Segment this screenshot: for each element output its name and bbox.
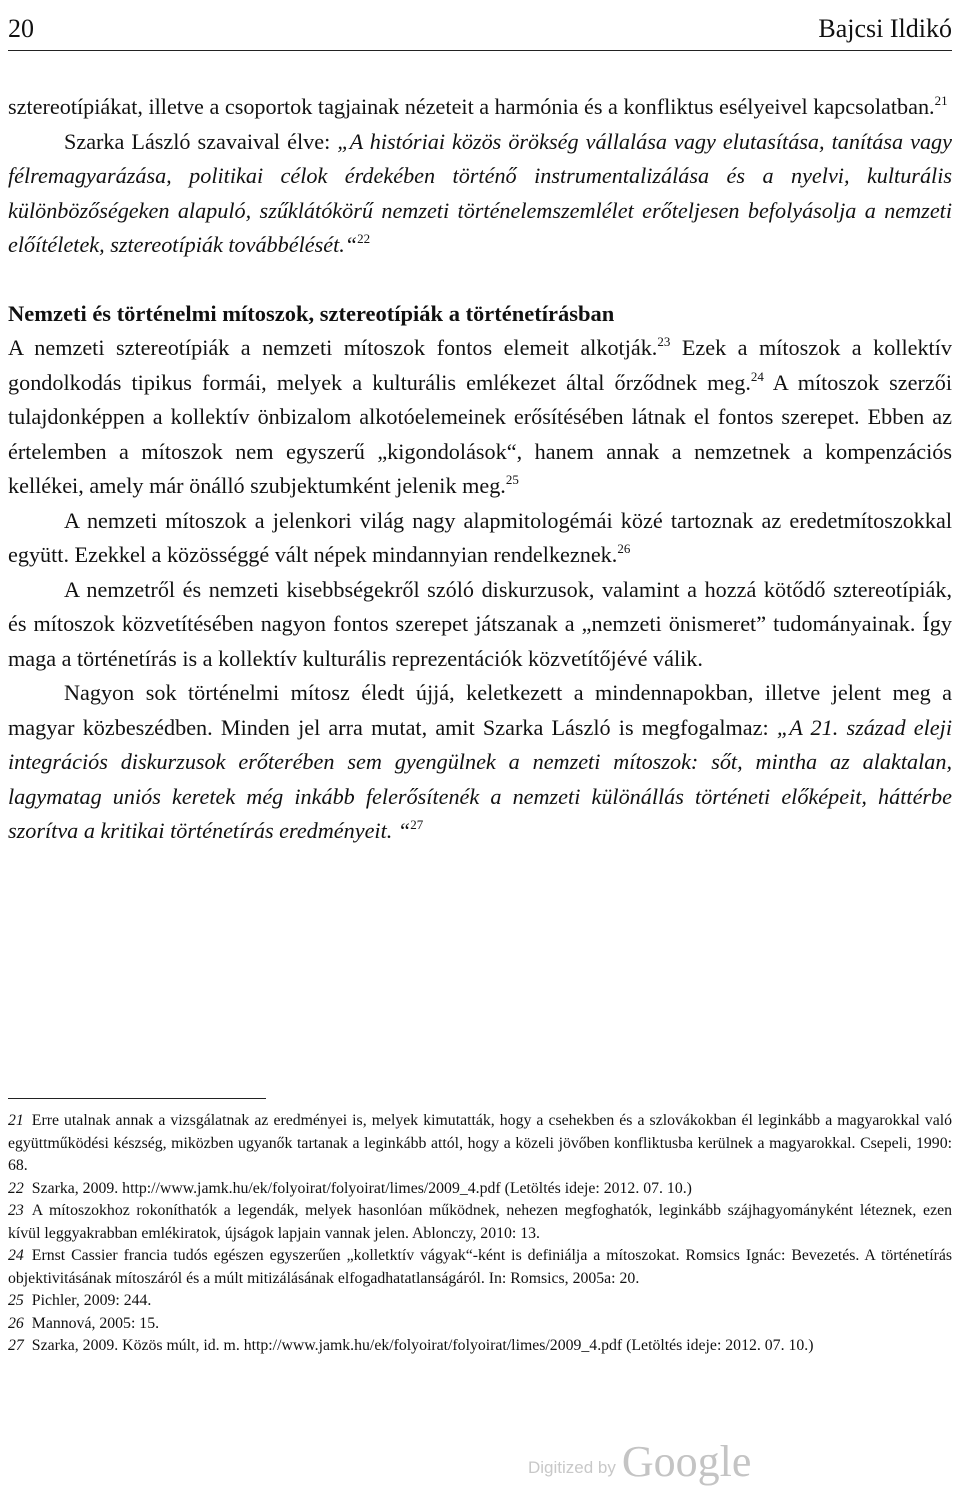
footnote-ref[interactable]: 24 [750, 368, 764, 384]
footnote: 27 Szarka, 2009. Közös múlt, id. m. http://www.jamk.hu/ek/folyoirat/folyoirat/limes/2009_4.pdf (Letöltés ideje: 2012. 07. 10.) [8, 1337, 814, 1354]
footnote-ref[interactable]: 21 [934, 93, 948, 108]
footnote-number: 23 [8, 1202, 24, 1219]
footnote-ref[interactable]: 23 [657, 334, 671, 349]
google-logo: Google [621, 1437, 752, 1486]
footnote-number: 22 [8, 1179, 24, 1197]
footnote-number: 27 [8, 1337, 24, 1354]
paragraph: A nemzetről és nemzeti kisebbségekről szóló diskurzusok, valamint a hozzá kötődő sztereotípiák, és mítoszok közvetítésében nagyon fontos szerepet játszanak a „nemzeti önismeret” tudományainak. Így maga a történetírás is a kollektív kulturális reprezentációk közvetítőjévé válik. [8, 576, 952, 671]
digitized-by-text: Digitized by [528, 1458, 616, 1477]
quotation: „A históriai közös örökség vállalása vagy elutasítása, tanítása vagy félremagyarázása, politikai célok érdekében történő instrumentalizálása és a nyelvi, kulturális különbözőségeken alapuló, szűklátókörű nemzeti történelemszemlélet erőteljesen befolyásolja a nemzeti előítéletek, sztereotípiák továbbélését.“ [8, 128, 952, 257]
footnote: 24 Ernst Cassier francia tudós egészen egyszerűen „kolletktív vágyak“-ként is definiálja a mítoszokat. Romsics Ignác: Bevezetés. A történetírás objektivitásának mítoszáról és a múlt mitizálásának elfogadhatatlanságáról. In: Romsics, 2005a: 20. [8, 1247, 952, 1287]
footnote-number: 21 [8, 1112, 24, 1129]
paragraph: Szarka László szavaival élve: „A históriai közös örökség vállalása vagy elutasítása, tanítása vagy félremagyarázása, politikai célok érdekében történő instrumentalizálása és a nyelvi, kulturális különbözőségeken alapuló, szűklátókörű nemzeti történelemszemlélet erőteljesen befolyásolja a nemzeti előítéletek, sztereotípiák továbbélését.“$^{22}$ [8, 128, 952, 257]
footnote: 26 Mannová, 2005: 15. [8, 1314, 160, 1332]
footnote: 21 Erre utalnak annak a vizsgálatnak az eredményei is, melyek kimutatták, hogy a csehekben és a szlovákokban él leginkább a magyarokkal való együttműködési készség, miközben ugyanők tartanak a leginkább attól, hogy a közeli jövőben konfliktusba kerülnek a magyarokkal. Csepeli, 1990: 68. [8, 1112, 952, 1174]
paragraph: A nemzeti sztereotípiák a nemzeti mítoszok fontos elemeit alkotják.$^{23}$ Ezek a mítoszok a kollektív gondolkodás tipikus formái, melyek a kulturális emlékezet által őrződnek meg.$^{24}$ A mítoszok szerzői tulajdonképpen a kollektív önbizalom alkotóelemeinek erősítésében látnak el fontos szerepet. Ebben az értelemben a mítoszok nem egyszerű „kigondolások“, hanem annak a nemzetnek a kompenzációs kellékei, amely már önálló szubjektumként jelenik meg.$^{25}$ [8, 334, 952, 498]
page-number: 20 [8, 14, 34, 43]
footnote: 22 Szarka, 2009. http://www.jamk.hu/ek/folyoirat/folyoirat/limes/2009_4.pdf (Letöltés ideje: 2012. 07. 10.) [8, 1179, 692, 1197]
footnote-number: 25 [8, 1292, 24, 1309]
header-rule [8, 50, 952, 51]
main-text [8, 90, 952, 849]
footnote: 25 Pichler, 2009: 244. [8, 1292, 152, 1309]
footnote-ref[interactable]: 25 [505, 472, 519, 487]
footnote-number: 26 [8, 1314, 24, 1332]
footnote: 23 A mítoszokhoz rokoníthatók a legendák, melyek hasonlóan működnek, nehezen megfoghatók, leginkább szájhagyományként léteznek, ezen kívül leggyakrabban emlékiratok, újságok lapjain vannak jelen. Ablonczy, 2010: 13. [8, 1202, 952, 1242]
paragraph: sztereotípiákat, illetve a csoportok tagjainak nézeteit a harmónia és a konfliktus esélyeivel kapcsolatban.$^{21}$ [8, 93, 948, 119]
quotation: „A 21. század eleji integrációs diskurzusok erőterében sem gyengülnek a nemzeti mítoszok: sőt, mintha az alaktalan, lagymatag uniós keretek még inkább felerősítenék a nemzeti különállás történeti előképeit, háttérbe szorítva a kritikai történetírás eredményeit. “ [8, 714, 952, 843]
footnote-ref[interactable]: 27 [410, 817, 424, 832]
running-head-author: Bajcsi Ildikó [818, 14, 952, 43]
section-heading: Nemzeti és történelmi mítoszok, sztereotípiák a történetírásban [8, 300, 615, 326]
footnotes [8, 1110, 952, 1358]
footnote-ref[interactable]: 26 [617, 541, 631, 556]
paragraph: Nagyon sok történelmi mítosz éledt újjá, keletkezett a mindennapokban, illetve jelent meg a magyar közbeszédben. Minden jel arra mutat, amit Szarka László is megfogalmaz: „A 21. század eleji integrációs diskurzusok erőterében sem gyengülnek a nemzeti mítoszok: sőt, mintha az alaktalan, lagymatag uniós keretek még inkább felerősítenék a nemzeti különállás történeti előképeit, háttérbe szorítva a kritikai történetírás eredményeit. “$^{27}$ [8, 680, 952, 843]
footnote-ref[interactable]: 22 [357, 231, 371, 246]
footnote-rule [8, 1098, 266, 1099]
paragraph: A nemzeti mítoszok a jelenkori világ nagy alapmitologémái közé tartoznak az eredetmítoszokkal együtt. Ezekkel a közösséggé vált népek mindannyian rendelkeznek.$^{26}$ [8, 507, 952, 567]
digitized-watermark [528, 1437, 752, 1486]
page-header [8, 2, 952, 44]
footnote-number: 24 [8, 1247, 24, 1264]
